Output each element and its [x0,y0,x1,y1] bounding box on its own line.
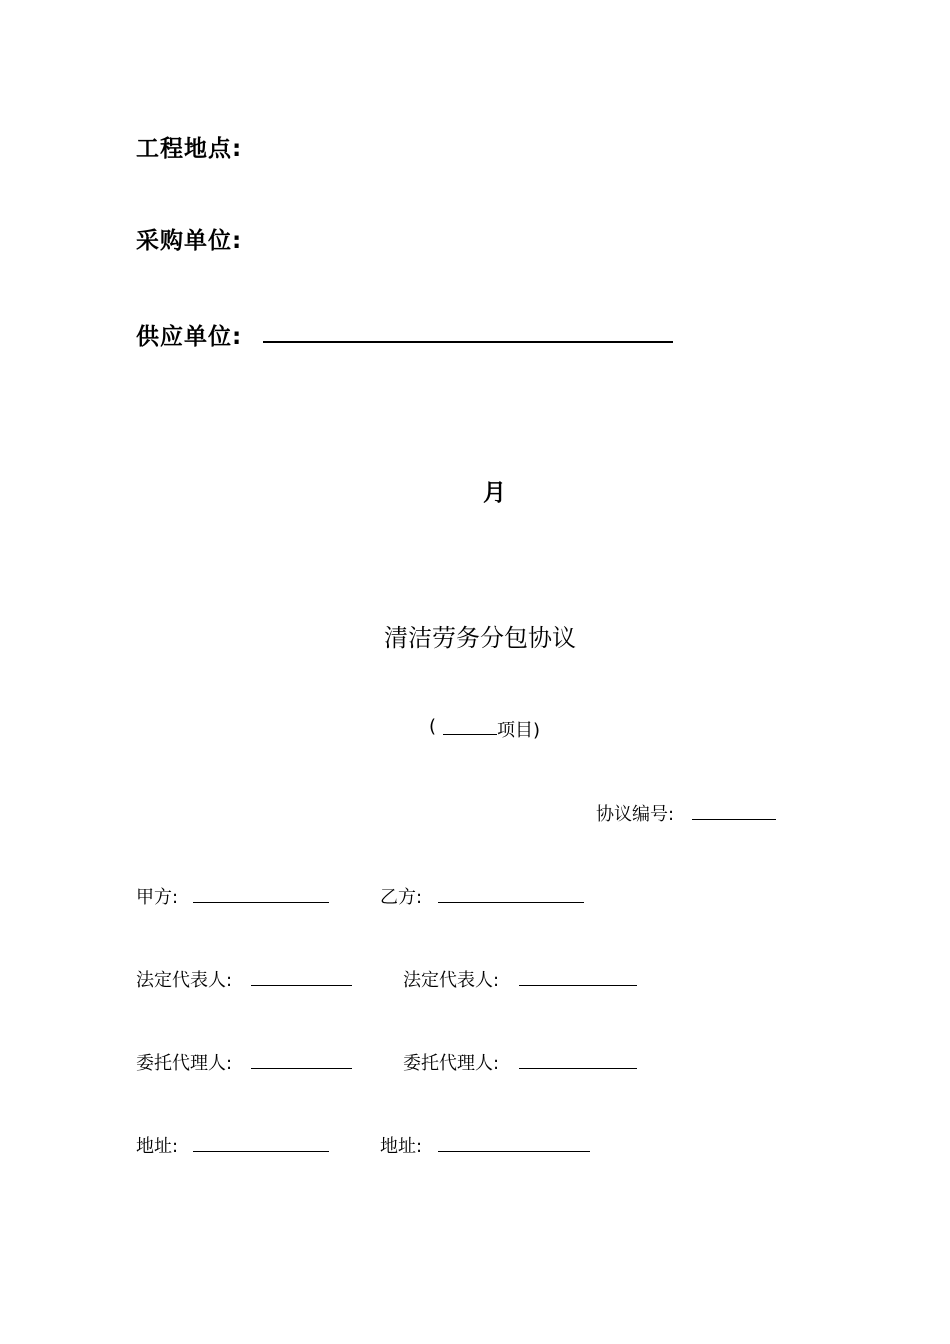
party-b-agent-label: 委托代理人: [403,1053,500,1074]
party-b-agent-blank-line [519,1068,637,1069]
party-a-agent-label: 委托代理人: [136,1053,233,1074]
party-a-address-blank-line [193,1151,329,1152]
purchaser-label: 采购单位: [136,228,243,254]
month-label: 月 [483,480,507,506]
party-a-agent-blank-line [251,1068,352,1069]
party-b-address-label: 地址: [380,1136,423,1157]
supplier-label: 供应单位: [136,324,243,350]
project-location-label: 工程地点: [136,136,243,162]
party-a-address-label: 地址: [136,1136,179,1157]
project-open-paren: ( [429,716,437,737]
party-a-label: 甲方: [136,887,179,908]
agreement-number-blank-line [692,819,776,820]
party-a-blank-line [193,902,329,903]
project-name-blank-line [443,734,497,735]
supplier-blank-line [263,341,673,343]
party-a-legal-rep-blank-line [251,985,352,986]
party-b-address-blank-line [438,1151,590,1152]
agreement-number-label: 协议编号: [596,804,675,825]
party-a-legal-rep-label: 法定代表人: [136,970,233,991]
party-b-blank-line [438,902,584,903]
party-b-legal-rep-blank-line [519,985,637,986]
agreement-title: 清洁劳务分包协议 [384,624,576,652]
party-b-label: 乙方: [380,887,423,908]
project-suffix: 项目) [497,720,541,741]
party-b-legal-rep-label: 法定代表人: [403,970,500,991]
